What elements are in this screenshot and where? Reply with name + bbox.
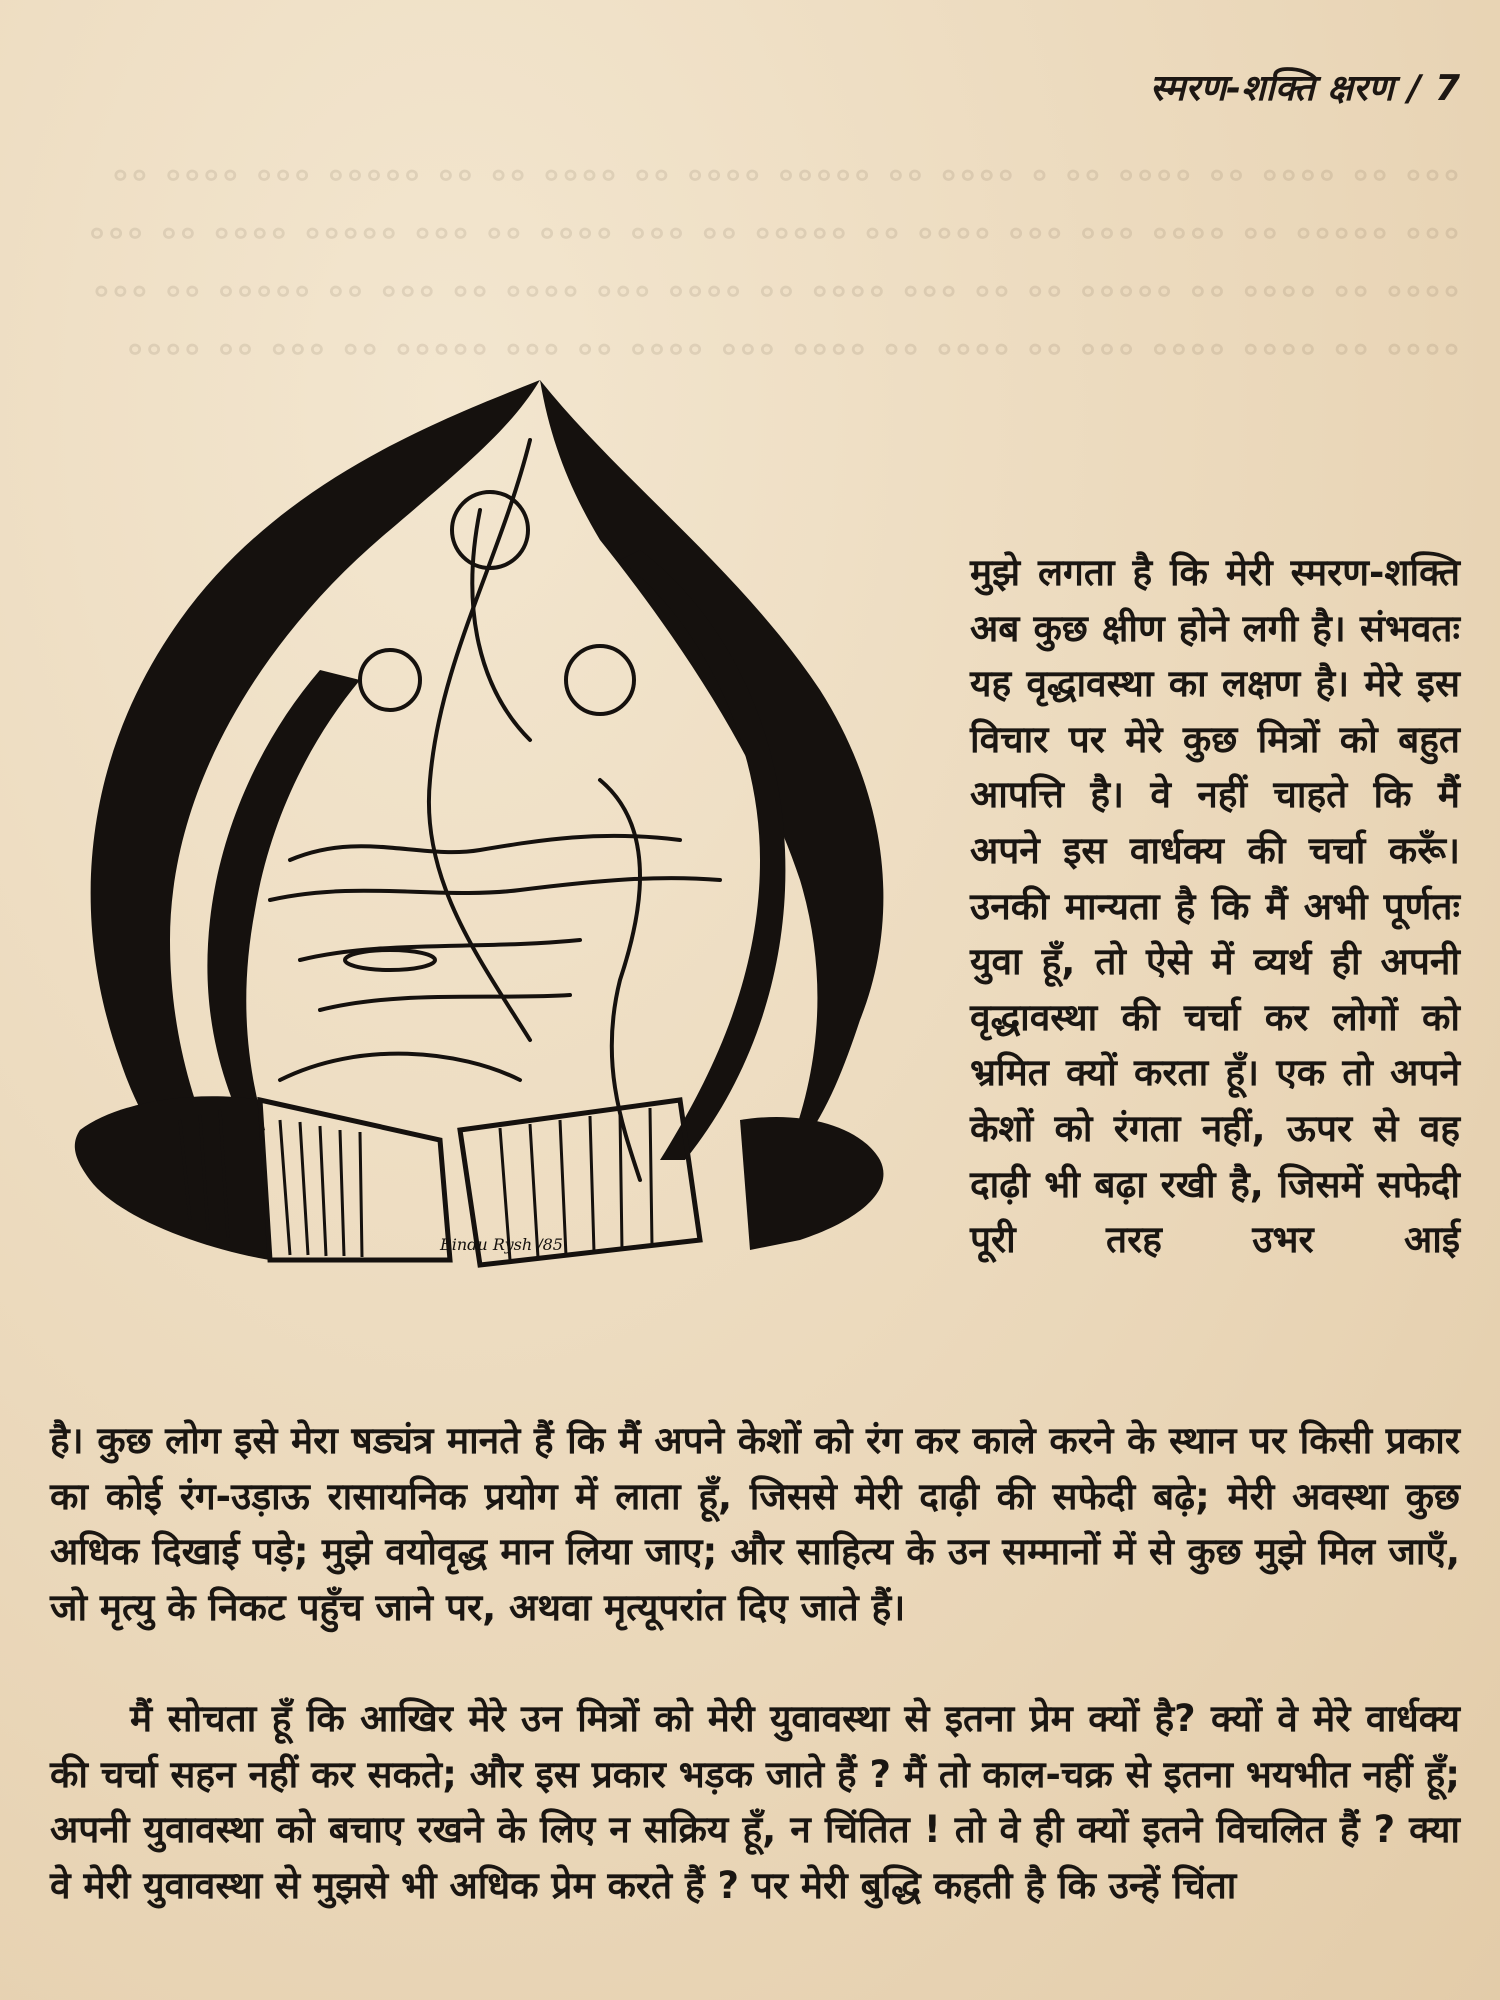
running-header <box>1150 62 1460 111</box>
paragraph-2 <box>50 1691 1460 1913</box>
paragraph-2-text: मैं सोचता हूँ कि आखिर मेरे उन मित्रों को मेरी युवावस्था से इतना प्रेम क्यों है? क्यों वे मेरे वार्धक्य की चर्चा सहन नहीं कर सकते; और इस प्रकार भड़क जाते हैं ? मैं तो काल-चक्र से इतना भयभीत नहीं हूँ; अपनी युवावस्था को बचाए रखने के लिए न सक्रिय हूँ, न चिंतित ! तो वे ही क्यों इतने विचलित हैं ? क्या वे मेरी युवावस्था से मुझसे भी अधिक प्रेम करते हैं ? पर मेरी बुद्धि कहती है कि उन्हें चिंता <box>50 1697 1460 1907</box>
show-through-text: ॰॰॰ ॰॰ ॰॰॰॰ ॰॰ ॰॰॰॰ ॰॰ ॰ ॰॰॰॰ ॰॰ ॰॰॰॰॰ ॰॰॰॰ ॰॰ ॰॰॰॰ ॰॰ ॰॰ ॰॰॰॰॰ ॰॰॰ ॰॰॰॰ ॰॰ ॰॰॰ ॰॰॰॰॰ ॰॰ ॰॰॰॰ ॰॰॰ ॰॰॰ ॰॰॰॰ ॰॰ ॰॰॰॰॰ ॰॰ ॰॰॰ ॰॰॰॰ ॰॰ ॰॰॰ ॰॰॰॰॰ ॰॰॰॰ ॰॰ ॰॰॰ ॰॰॰॰ ॰॰ ॰॰॰॰ ॰॰ ॰॰॰॰॰ ॰॰ ॰॰ ॰॰॰ ॰॰॰॰ ॰॰ ॰॰॰॰ ॰॰॰ ॰॰॰॰ ॰॰ ॰॰॰ ॰॰ ॰॰॰॰॰ ॰॰ ॰॰॰ ॰॰॰॰ ॰॰ ॰॰॰॰ ॰॰॰॰ ॰॰॰ ॰॰ ॰॰॰॰ ॰॰ ॰॰॰॰ ॰॰॰ ॰॰॰॰ ॰॰ ॰॰॰ ॰॰॰॰॰ ॰॰ ॰॰॰ ॰॰ ॰॰॰॰ <box>86 156 1460 376</box>
illustration-signature: Bindu Rysh /85 <box>440 1235 563 1254</box>
paragraph-1-continued: है। कुछ लोग इसे मेरा षड्यंत्र मानते हैं कि मैं अपने केशों को रंग कर काले करने के स्थान पर किसी प्रकार का कोई रंग-उड़ाऊ रासायनिक प्रयोग में लाता हूँ, जिससे मेरी दाढ़ी की सफेदी बढ़े; मेरी अवस्था कुछ अधिक दिखाई पड़े; मुझे वयोवृद्ध मान लिया जाए; और साहित्य के उन सम्मानों में से कुछ मुझे मिल जाएँ, जो मृत्यु के निकट पहुँच जाने पर, अथवा मृत्यूपरांत दिए जाते हैं। <box>50 1419 1460 1629</box>
page-number: 7 <box>1434 68 1460 109</box>
ink-illustration <box>60 360 930 1280</box>
paragraph-1-start: मुझे लगता है कि मेरी स्मरण-शक्ति अब कुछ क्षीण होने लगी है। संभवतः यह वृद्धावस्था का लक्षण है। मेरे इस विचार पर मेरे कुछ मित्रों को बहुत आपत्ति है। वे नहीं चाहते कि मैं अपने इस वार्धक्य की चर्चा करूँ। उनकी मान्यता है कि मैं अभी पूर्णतः युवा हूँ, तो ऐसे में व्यर्थ ही अपनी वृद्धावस्था की चर्चा कर लोगों को भ्रमित क्यों करता हूँ। एक तो अपने केशों को रंगता नहीं, ऊपर से वह दाढ़ी भी बढ़ा रखी है, जिसमें सफेदी पूरी तरह उभर आई <box>970 551 1460 1262</box>
header-separator: / <box>1407 68 1421 109</box>
chapter-title: स्मरण-शक्ति क्षरण <box>1149 68 1394 109</box>
